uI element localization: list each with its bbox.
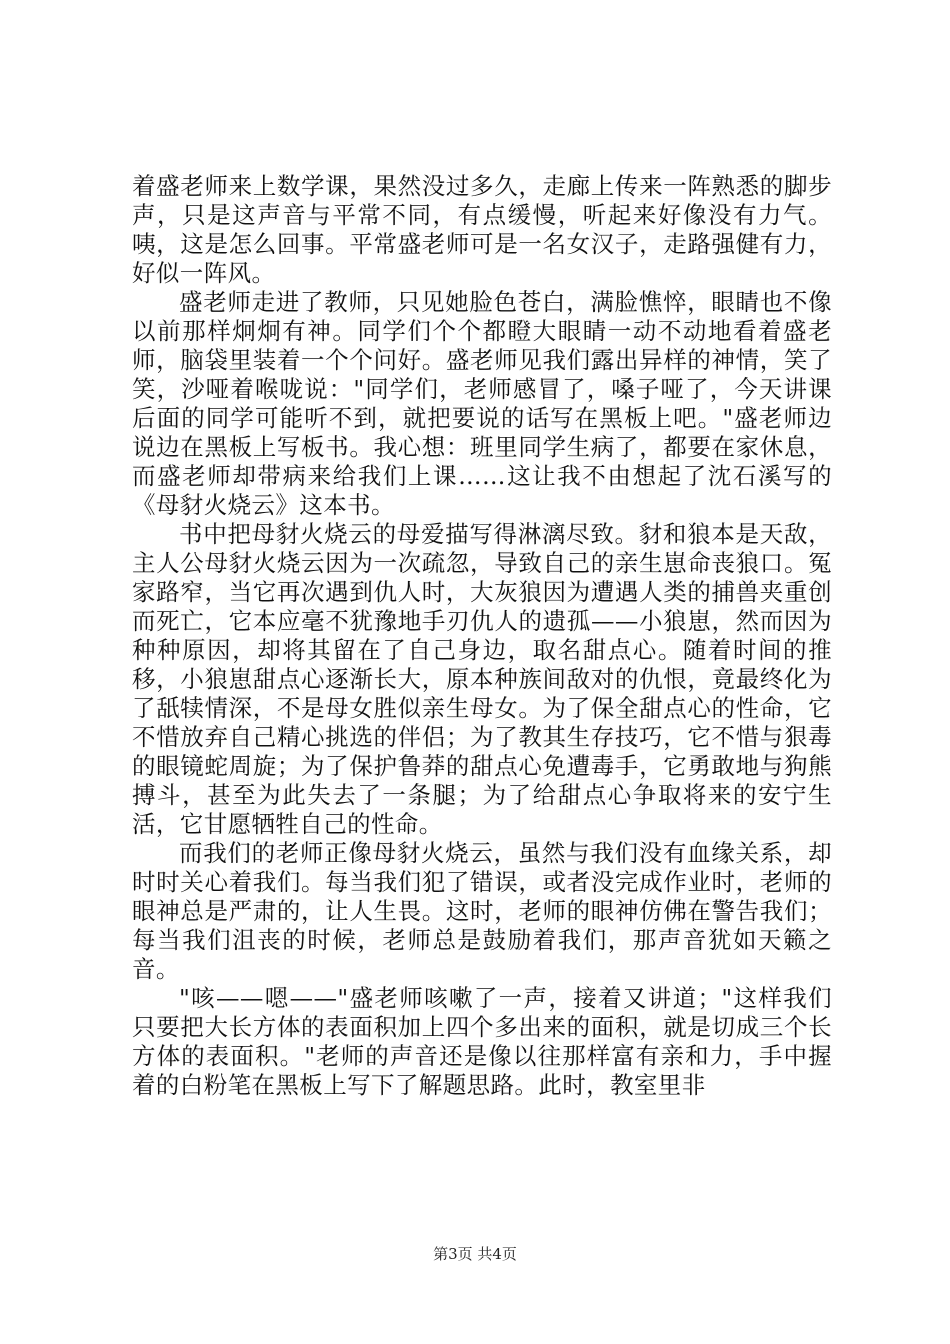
document-body (132, 172, 832, 1100)
page-number-footer: 第3页 共4页 (433, 1245, 517, 1263)
paragraph-1: 着盛老师来上数学课，果然没过多久，走廊上传来一阵熟悉的脚步声，只是这声音与平常不同，有点缓慢，听起来好像没有力气。咦，这是怎么回事。平常盛老师可是一名女汉子，走路强健有力，好似一阵风。 (132, 172, 832, 287)
paragraph-2: 盛老师走进了教师，只见她脸色苍白，满脸憔悴，眼睛也不像以前那样炯炯有神。同学们个个都瞪大眼睛一动不动地看着盛老师，脑袋里装着一个个问好。盛老师见我们露出异样的神情，笑了笑，沙哑着喉咙说："同学们，老师感冒了，嗓子哑了，今天讲课后面的同学可能听不到，就把要说的话写在黑板上吧。"盛老师边说边在黑板上写板书。我心想：班里同学生病了，都要在家休息，而盛老师却带病来给我们上课……这让我不由想起了沈石溪写的《母豺火烧云》这本书。 (132, 288, 832, 519)
paragraph-3: 书中把母豺火烧云的母爱描写得淋漓尽致。豺和狼本是天敌，主人公母豺火烧云因为一次疏忽，导致自己的亲生崽命丧狼口。冤家路窄，当它再次遇到仇人时，大灰狼因为遭遇人类的捕兽夹重创而死亡，它本应毫不犹豫地手刃仇人的遗孤——小狼崽，然而因为种种原因，却将其留在了自己身边，取名甜点心。随着时间的推移，小狼崽甜点心逐渐长大，原本种族间敌对的仇恨，竟最终化为了舐犊情深，不是母女胜似亲生母女。为了保全甜点心的性命，它不惜放弃自己精心挑选的伴侣；为了教其生存技巧，它不惜与狠毒的眼镜蛇周旋；为了保护鲁莽的甜点心免遭毒手，它勇敢地与狗熊搏斗，甚至为此失去了一条腿；为了给甜点心争取将来的安宁生活，它甘愿牺牲自己的性命。 (132, 520, 832, 838)
paragraph-4: 而我们的老师正像母豺火烧云，虽然与我们没有血缘关系，却时时关心着我们。每当我们犯了错误，或者没完成作业时，老师的眼神总是严肃的，让人生畏。这时，老师的眼神仿佛在警告我们；每当我们沮丧的时候，老师总是鼓励着我们，那声音犹如天籁之音。 (132, 839, 832, 983)
paragraph-5: "咳——嗯——"盛老师咳嗽了一声，接着又讲道；"这样我们只要把大长方体的表面积加上四个多出来的面积，就是切成三个长方体的表面积。"老师的声音还是像以往那样富有亲和力，手中握着的白粉笔在黑板上写下了解题思路。此时，教室里非 (132, 984, 832, 1099)
